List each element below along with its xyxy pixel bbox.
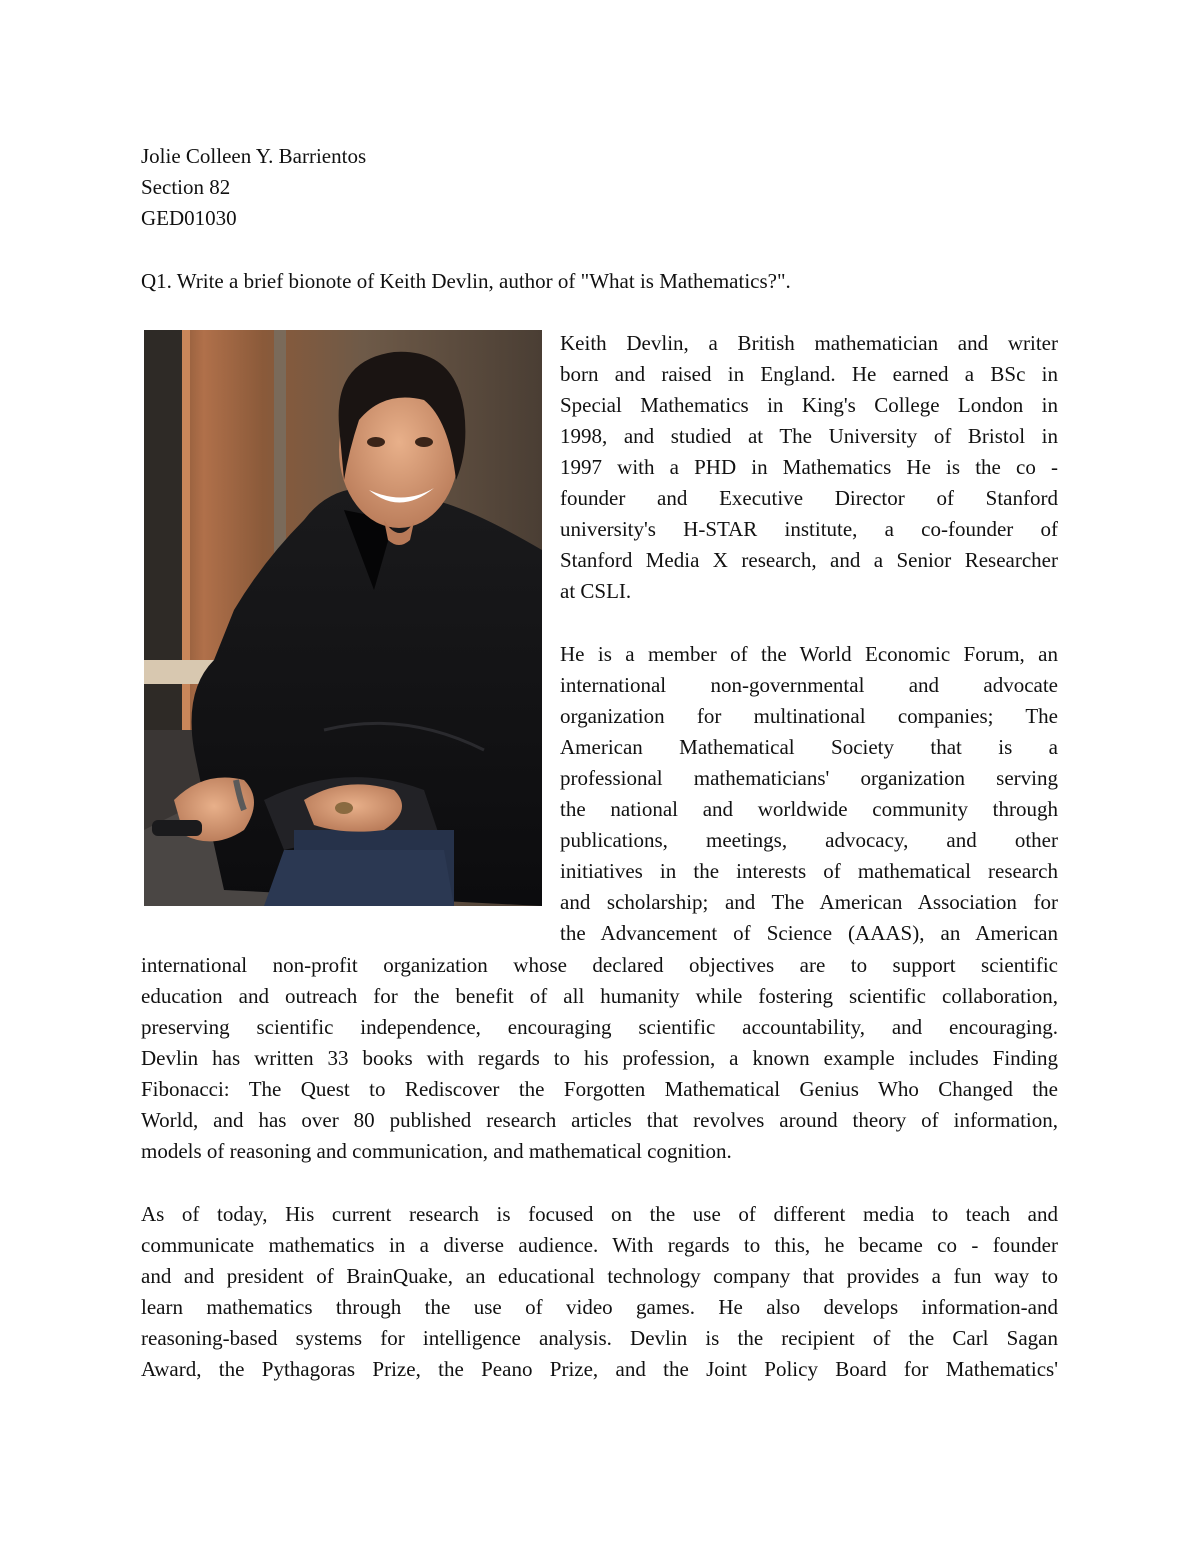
text-line: born and raised in England. He earned a BSc in [560, 362, 1058, 386]
text-line: reasoning-based systems for intelligence analysis. Devlin is the recipient of the Carl Sagan [141, 1326, 1058, 1350]
text-line: Keith Devlin, a British mathematician and writer [560, 331, 1058, 355]
text-line: World, and has over 80 published research articles that revolves around theory of information, [141, 1108, 1058, 1132]
text-line: and scholarship; and The American Association for [560, 890, 1058, 914]
text-line: Stanford Media X research, and a Senior Researcher [560, 548, 1058, 572]
text-line: Devlin has written 33 books with regards to his profession, a known example includes Finding [141, 1046, 1058, 1070]
text-line: learn mathematics through the use of video games. He also develops information-and [141, 1295, 1058, 1319]
text-line: education and outreach for the benefit of all humanity while fostering scientific collaboration, [141, 984, 1058, 1008]
text-line: American Mathematical Society that is a [560, 735, 1058, 759]
text-line: organization for multinational companies; The [560, 704, 1058, 728]
bio-paragraph-2-full [141, 950, 1058, 1167]
portrait-illustration [144, 330, 542, 906]
text-line: 1998, and studied at The University of Bristol in [560, 424, 1058, 448]
question-prompt: Q1. Write a brief bionote of Keith Devlin, author of "What is Mathematics?". [141, 269, 791, 293]
text-line: 1997 with a PHD in Mathematics He is the co - [560, 455, 1058, 479]
text-line: and and president of BrainQuake, an educational technology company that provides a fun way to [141, 1264, 1058, 1288]
portrait-photo [144, 330, 542, 906]
text-line: As of today, His current research is focused on the use of different media to teach and [141, 1202, 1058, 1226]
text-line: communicate mathematics in a diverse audience. With regards to this, he became co - founder [141, 1233, 1058, 1257]
text-line: He is a member of the World Economic Forum, an [560, 642, 1058, 666]
text-line: publications, meetings, advocacy, and other [560, 828, 1058, 852]
course-code: GED01030 [141, 206, 237, 230]
text-line: Fibonacci: The Quest to Rediscover the Forgotten Mathematical Genius Who Changed the [141, 1077, 1058, 1101]
text-line: Award, the Pythagoras Prize, the Peano Prize, and the Joint Policy Board for Mathematics' [141, 1357, 1058, 1381]
text-line: professional mathematicians' organization serving [560, 766, 1058, 790]
text-line: international non-profit organization whose declared objectives are to support scientific [141, 953, 1058, 977]
bio-paragraph-2-column [560, 639, 1058, 949]
text-line: the Advancement of Science (AAAS), an American [560, 921, 1058, 945]
bio-paragraph-1 [560, 328, 1058, 607]
text-line: the national and worldwide community through [560, 797, 1058, 821]
student-name: Jolie Colleen Y. Barrientos [141, 144, 367, 168]
text-line: international non-governmental and advocate [560, 673, 1058, 697]
section-label: Section 82 [141, 175, 231, 199]
text-line: Special Mathematics in King's College London in [560, 393, 1058, 417]
text-line: preserving scientific independence, encouraging scientific accountability, and encouraging. [141, 1015, 1058, 1039]
text-line: university's H-STAR institute, a co-founder of [560, 517, 1058, 541]
bio-paragraph-3 [141, 1199, 1058, 1385]
text-line: models of reasoning and communication, and mathematical cognition. [141, 1139, 732, 1163]
text-line: initiatives in the interests of mathematical research [560, 859, 1058, 883]
text-line: founder and Executive Director of Stanford [560, 486, 1058, 510]
text-line: at CSLI. [560, 579, 632, 603]
